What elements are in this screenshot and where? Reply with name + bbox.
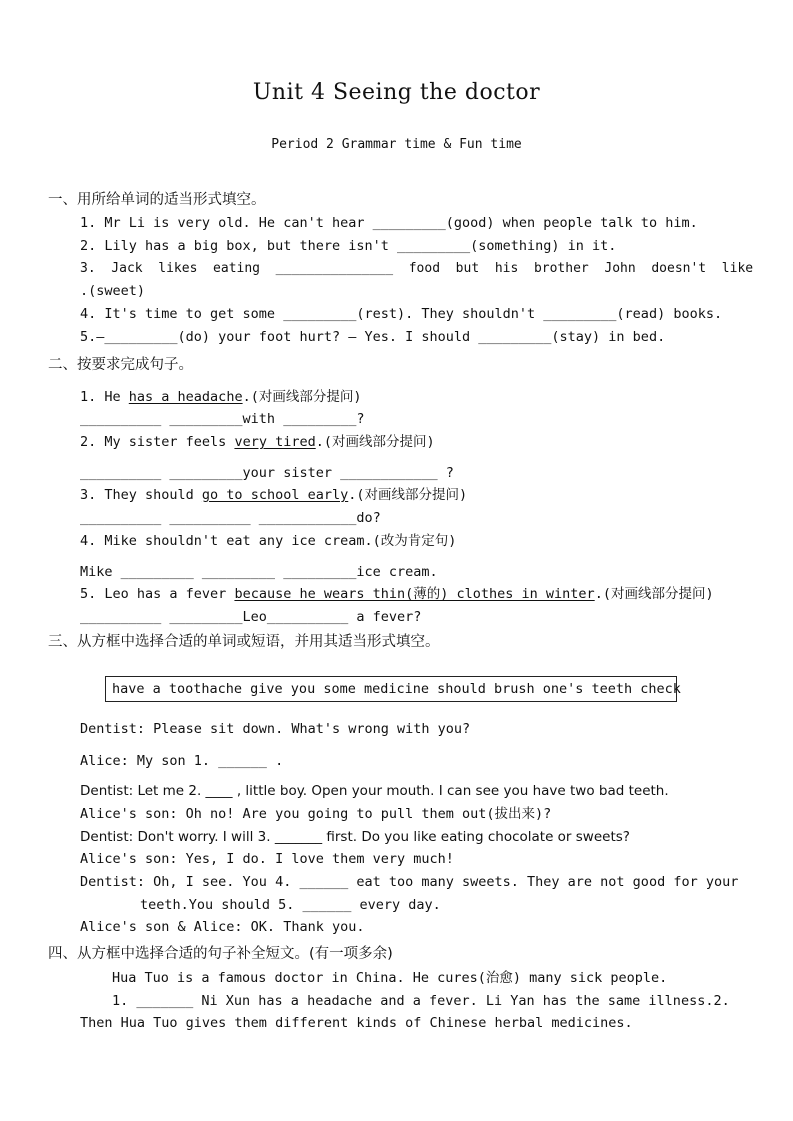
section1-heading: 一、用所给单词的适当形式填空。 [48, 192, 266, 208]
section2-question-3 [80, 486, 467, 504]
page-title: Unit 4 Seeing the doctor [252, 80, 541, 105]
dialogue-line-4: Alice's son: Oh no! Are you going to pull them out(拔出来)? [80, 806, 552, 822]
q3-underlined-phrase: go to school early [201, 487, 349, 503]
section2-answer-5: __________ _________Leo__________ a fever? [80, 609, 422, 625]
dialogue-line-6: Alice's son: Yes, I do. I love them very much! [80, 851, 454, 867]
dialogue-line-2: Alice: My son 1. ______ . [80, 753, 284, 769]
dialogue-line-5: Dentist: Don't worry. I will 3. _______ first. Do you like eating chocolate or sweets? [80, 829, 630, 845]
section2-answer-3: __________ __________ ____________do? [80, 510, 381, 526]
q3-text-post: .(对画线部分提问) [348, 487, 468, 503]
q2-underlined-phrase: very tired [234, 434, 316, 450]
section1-question-3-line2: .(sweet) [80, 283, 146, 299]
passage-line-3: Then Hua Tuo gives them different kinds of Chinese herbal medicines. [80, 1015, 633, 1031]
section1-question-2: 2. Lily has a big box, but there isn't _________(something) in it. [80, 238, 617, 254]
dialogue-line-1: Dentist: Please sit down. What's wrong with you? [80, 721, 471, 737]
dialogue-line-9: Alice's son & Alice: OK. Thank you. [80, 919, 365, 935]
q1-text-post: .(对画线部分提问) [242, 389, 362, 405]
section2-question-2 [80, 433, 435, 451]
section1-question-1: 1. Mr Li is very old. He can't hear _________(good) when people talk to him. [80, 215, 698, 231]
q1-underlined-phrase: has a headache [128, 389, 243, 405]
section2-question-1 [80, 388, 361, 406]
section2-question-4: 4. Mike shouldn't eat any ice cream.(改为肯定句) [80, 533, 457, 549]
word-box: have a toothache give you some medicine should brush one's teeth check [105, 676, 677, 702]
section1-question-3-line1: 3. Jack likes eating _______________ food but his brother John doesn't like [80, 261, 754, 276]
section3-heading: 三、从方框中选择合适的单词或短语，并用其适当形式填空。 [48, 634, 440, 650]
dialogue-line-8: teeth.You should 5. ______ every day. [140, 897, 441, 913]
section1-question-5: 5.—_________(do) your foot hurt? — Yes. I should _________(stay) in bed. [80, 329, 666, 345]
q5-text-pre: 5. Leo has a fever [80, 586, 235, 602]
dialogue-line-7: Dentist: Oh, I see. You 4. ______ eat too many sweets. They are not good for your [80, 874, 739, 890]
q5-underlined-phrase: because he wears thin(薄的) clothes in winter [234, 586, 595, 602]
q2-text-pre: 2. My sister feels [80, 434, 235, 450]
q3-text-pre: 3. They should [80, 487, 202, 503]
dialogue-line-3: Dentist: Let me 2. ____ , little boy. Open your mouth. I can see you have two bad teeth. [80, 783, 669, 799]
page-subtitle: Period 2 Grammar time & Fun time [271, 137, 522, 152]
passage-line-2: 1. _______ Ni Xun has a headache and a fever. Li Yan has the same illness.2. [112, 993, 730, 1009]
q2-text-post: .(对画线部分提问) [315, 434, 435, 450]
q5-text-post: .(对画线部分提问) [594, 586, 714, 602]
passage-line-1: Hua Tuo is a famous doctor in China. He cures(治愈) many sick people. [112, 970, 668, 986]
section2-answer-2: __________ _________your sister ____________ ? [80, 465, 454, 481]
q1-text-pre: 1. He [80, 389, 129, 405]
section1-question-4: 4. It's time to get some _________(rest). They shouldn't _________(read) books. [80, 306, 723, 322]
section2-answer-4: Mike _________ _________ _________ice cream. [80, 564, 438, 580]
section2-question-5 [80, 585, 714, 603]
section4-heading: 四、从方框中选择合适的句子补全短文。(有一项多余) [48, 946, 393, 962]
section2-heading: 二、按要求完成句子。 [48, 357, 193, 373]
section2-answer-1: __________ _________with _________? [80, 411, 365, 427]
